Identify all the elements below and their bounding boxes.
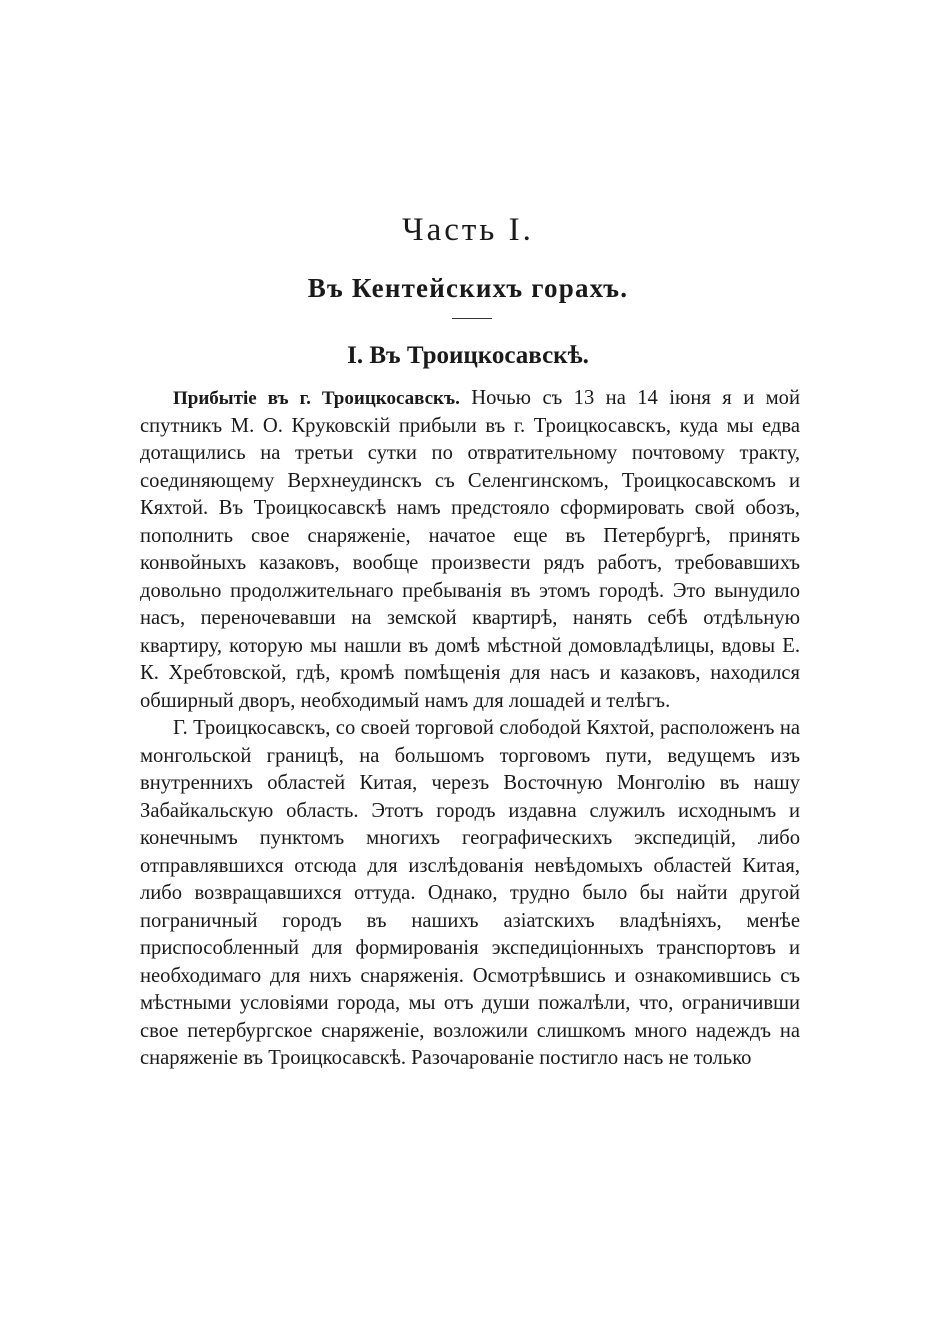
body-text [140, 385, 800, 1073]
chapter-title: I. Въ Троицкосавскѣ. [347, 342, 589, 369]
divider-rule [452, 318, 492, 319]
paragraph-text: Г. Троицкосавскъ, со своей торговой слободой Кяхтой, расположенъ на монгольской границѣ, на большомъ торговомъ пути, ведущемъ изъ внутреннихъ областей Китая, черезъ Восточную Монголію въ нашу Забайкальскую область. Этотъ городъ издавна служилъ исходнымъ и конечнымъ пунктомъ многихъ географическихъ экспедицій, либо отправлявшихся отсюда для изслѣдованія невѣдомыхъ областей Китая, либо возвращавшихся оттуда. Однако, трудно было бы найти другой пограничный городъ въ нашихъ азіатскихъ владѣніяхъ, менѣе приспособленный для формированія экспедиціонныхъ транспортовъ и необходимаго для нихъ снаряженія. Осмотрѣвшись и ознакомившись съ мѣстными условіями города, мы отъ души пожалѣли, что, ограничивши свое петербургское снаряженіе, возложили слишкомъ много надеждъ на снаряженіе въ Троицкосавскѣ. Разочарованіе постигло насъ не только [140, 717, 800, 1069]
paragraph [140, 385, 800, 715]
part-title: Часть I. [402, 212, 534, 248]
section-subtitle: Въ Кентейскихъ горахъ. [307, 273, 629, 303]
paragraph-lead: Прибытіе въ г. Троицкосавскъ. [173, 388, 460, 409]
paragraph-text: Ночью съ 13 на 14 іюня я и мой спутникъ М. О. Круковскій прибыли въ г. Троицкосавскъ, куда мы едва дотащились на третьи сутки по отвратительному почтовому тракту, соединяющему Верхнеудинскъ съ Селенгинскомъ, Троицкосавскомъ и Кяхтой. Въ Троицкосавскѣ намъ предстояло сформировать свой обозъ, пополнить свое снаряженіе, начатое еще въ Петербургѣ, принять конвойныхъ казаковъ, вообще произвести рядъ работъ, требовавшихъ довольно продолжительнаго пребыванія въ этомъ городѣ. Это вынудило насъ, переночевавши на земской квартирѣ, нанять себѣ отдѣльную квартиру, которую мы нашли въ домѣ мѣстной домовладѣлицы, вдовы Е. К. Хребтовской, гдѣ, кромѣ помѣщенія для насъ и казаковъ, находился обширный дворъ, необходимый намъ для лошадей и телѣгъ. [140, 387, 800, 712]
paragraph [140, 715, 800, 1073]
